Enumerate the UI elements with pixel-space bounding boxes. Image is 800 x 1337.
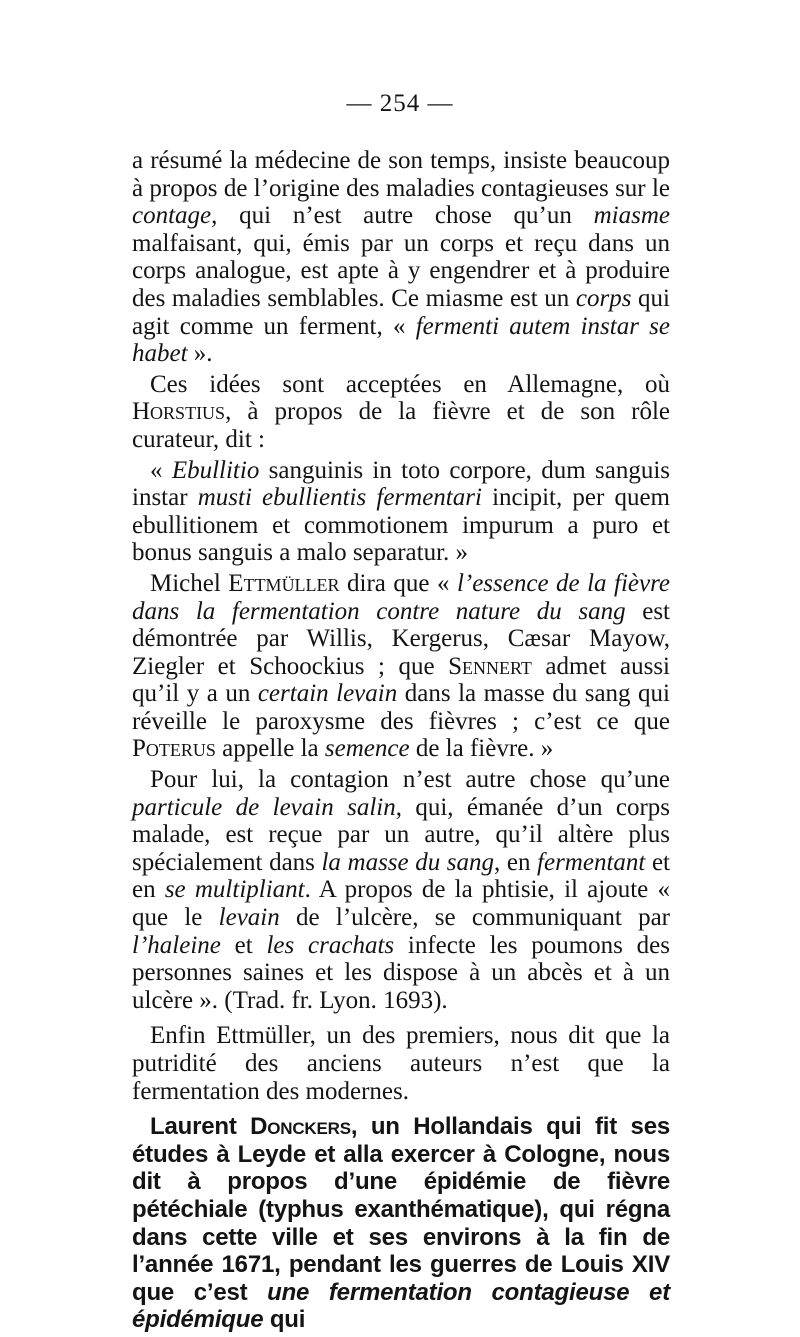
paragraph-5 <box>132 766 670 1014</box>
text-run: . A propos de la phtisie, il ajoute « que le <box>132 876 670 932</box>
text-run: et en <box>132 848 670 904</box>
text-run: dira que « <box>339 569 457 597</box>
text-run: , un Hollandais qui fit ses études à Leyde et alla exercer à Cologne, nous dit à propos d’une épidémie de fièvre pétéchiale (typhus exanthématique), qui régna dans cette ville et ses environs à la fin de l’année 1671, pendant les guerres de Louis XIV que c’est <box>132 1113 670 1306</box>
paragraph-7 <box>132 1113 670 1334</box>
italic-term: miasme <box>593 202 670 230</box>
text-run: admet aussi qu’il y a un <box>132 652 670 708</box>
italic-term: Ebullitio <box>171 456 260 484</box>
italic-term: l’haleine <box>132 931 221 959</box>
text-run: malfaisant, qui, émis par un corps et reçu dans un corps analogue, est apte à y engendrer et à produire des maladies semblables. Ce miasme est un <box>132 229 670 312</box>
italic-term: les crachats <box>266 931 395 959</box>
text-run: appelle la <box>215 735 325 763</box>
italic-term: fermentant <box>537 848 646 876</box>
text-run: Laurent <box>150 1113 251 1141</box>
text-run: , en <box>494 848 538 876</box>
text-run: Pour lui, la contagion n’est autre chose qu’une <box>150 766 670 794</box>
italic-term: certain levain <box>257 680 398 708</box>
italic-term: levain <box>218 904 280 932</box>
body-text <box>132 147 670 1337</box>
paragraph-2 <box>132 371 670 454</box>
author-name: Ettmüller <box>228 569 340 597</box>
italic-term: se multipliant <box>164 876 305 904</box>
italic-term: semence <box>324 735 410 763</box>
italic-term: corps <box>575 284 632 312</box>
text-run: ». <box>187 340 213 368</box>
paragraph-3 <box>132 457 670 567</box>
paragraph-6 <box>132 1022 670 1105</box>
author-name: Sennert <box>448 652 532 680</box>
paragraph-1 <box>132 147 670 368</box>
text-run: Ces idées sont acceptées en Allemagne, où <box>150 370 670 398</box>
text-run: Enfin Ettmüller, un des premiers, nous dit que la putridité des anciens auteurs n’est que la fermentation des modernes. <box>132 1022 670 1105</box>
italic-term: contage <box>132 202 212 230</box>
latin-quote: fermenti autem instar se habet <box>132 312 670 368</box>
italic-term: la masse du sang <box>321 848 495 876</box>
page-number: — 254 — <box>346 90 454 117</box>
text-run: et <box>220 931 267 959</box>
italic-term: particule de levain salin <box>132 793 396 821</box>
text-run: qui <box>263 1306 306 1334</box>
author-name: Horstius <box>132 398 226 426</box>
italic-quote: l’essence de la fièvre dans la fermentation contre nature du sang <box>132 569 670 625</box>
text-run: a résumé la médecine de son temps, insiste beaucoup à propos de l’origine des maladies contagieuses sur le <box>132 147 670 202</box>
text-run: de la fièvre. » <box>409 735 554 763</box>
paragraph-4 <box>132 570 670 763</box>
text-run: dans la masse du sang qui réveille le paroxysme des fièvres ; c’est ce que <box>132 680 670 735</box>
text-run: sanguinis in toto corpore, dum sanguis instar <box>132 456 670 512</box>
text-run: Michel <box>150 569 229 597</box>
author-name: Poterus <box>132 735 216 763</box>
text-run: infecte les poumons des personnes saines et les dispose à un abcès et à un ulcère ». (Trad. fr. Lyon. 1693). <box>132 931 671 1014</box>
text-run: qui agit comme un ferment, « <box>132 284 670 340</box>
text-run: incipit, per quem ebullitionem et commotionem impurum a puro et bonus sanguis a malo separatur. » <box>132 484 671 567</box>
italic-term: une fermentation contagieuse et épidémique <box>132 1278 670 1334</box>
text-run: est démontrée par Willis, Kergerus, Cæsar Mayow, Ziegler et Schoockius ; que <box>132 597 670 680</box>
italic-term: musti ebullientis fermentari <box>197 484 482 512</box>
text-run: , qui, émanée d’un corps malade, est reçue par un autre, qu’il altère plus spécialement dans <box>132 793 670 876</box>
text-run: , qui n’est autre chose qu’un <box>211 202 594 230</box>
text-run: « <box>150 456 172 484</box>
text-run: , à propos de la fièvre et de son rôle curateur, dit : <box>132 398 670 453</box>
author-name: Donckers <box>250 1113 351 1141</box>
text-run: de l’ulcère, se communiquant par <box>279 904 670 932</box>
